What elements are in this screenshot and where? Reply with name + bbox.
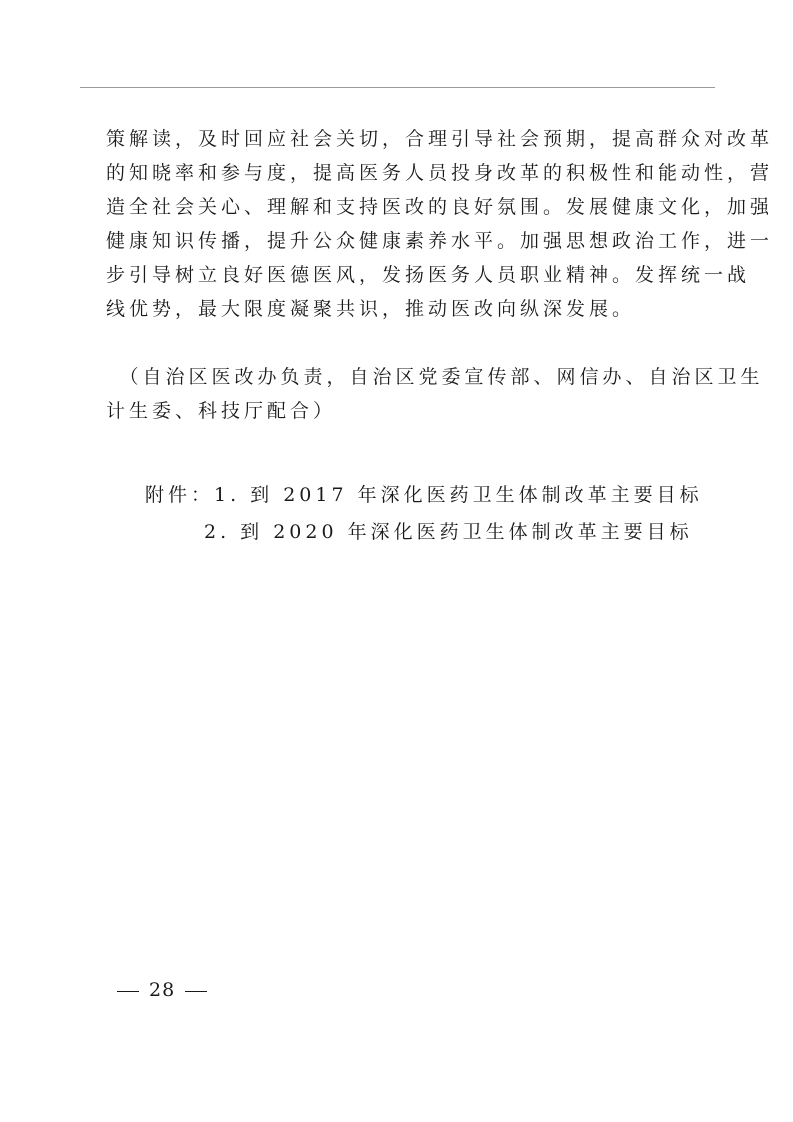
body-paragraph [106,122,774,326]
text-line: 线优势，最大限度凝聚共识，推动医改向纵深发展。 [106,298,636,320]
page-footer [117,975,207,1005]
text-line: 造全社会关心、理解和支持医改的良好氛围。发展健康文化，加强 [106,196,774,218]
text-line: 的知晓率和参与度，提高医务人员投身改革的积极性和能动性，营 [106,162,774,184]
attachment-item-2: 2. 到 2020 年深化医药卫生体制改革主要目标 [204,521,693,543]
text-line: 计生委、科技厅配合） [106,400,337,422]
text-line: 步引导树立良好医德医风，发扬医务人员职业精神。发挥统一战 [106,264,751,286]
header-rule [80,87,715,88]
page-number: 28 [149,979,176,1001]
text-line: 健康知识传播，提升公众健康素养水平。加强思想政治工作，进一 [106,230,774,252]
text-line: 策解读，及时回应社会关切，合理引导社会预期，提高群众对改革 [106,128,774,150]
footer-dash-right [185,991,207,992]
attachment-item-1: 附件：1. 到 2017 年深化医药卫生体制改革主要目标 [145,484,703,506]
text-line: （自治区医改办负责，自治区党委宣传部、网信办、自治区卫生 [106,366,764,388]
responsibility-note [106,360,764,428]
footer-dash-left [117,991,139,992]
